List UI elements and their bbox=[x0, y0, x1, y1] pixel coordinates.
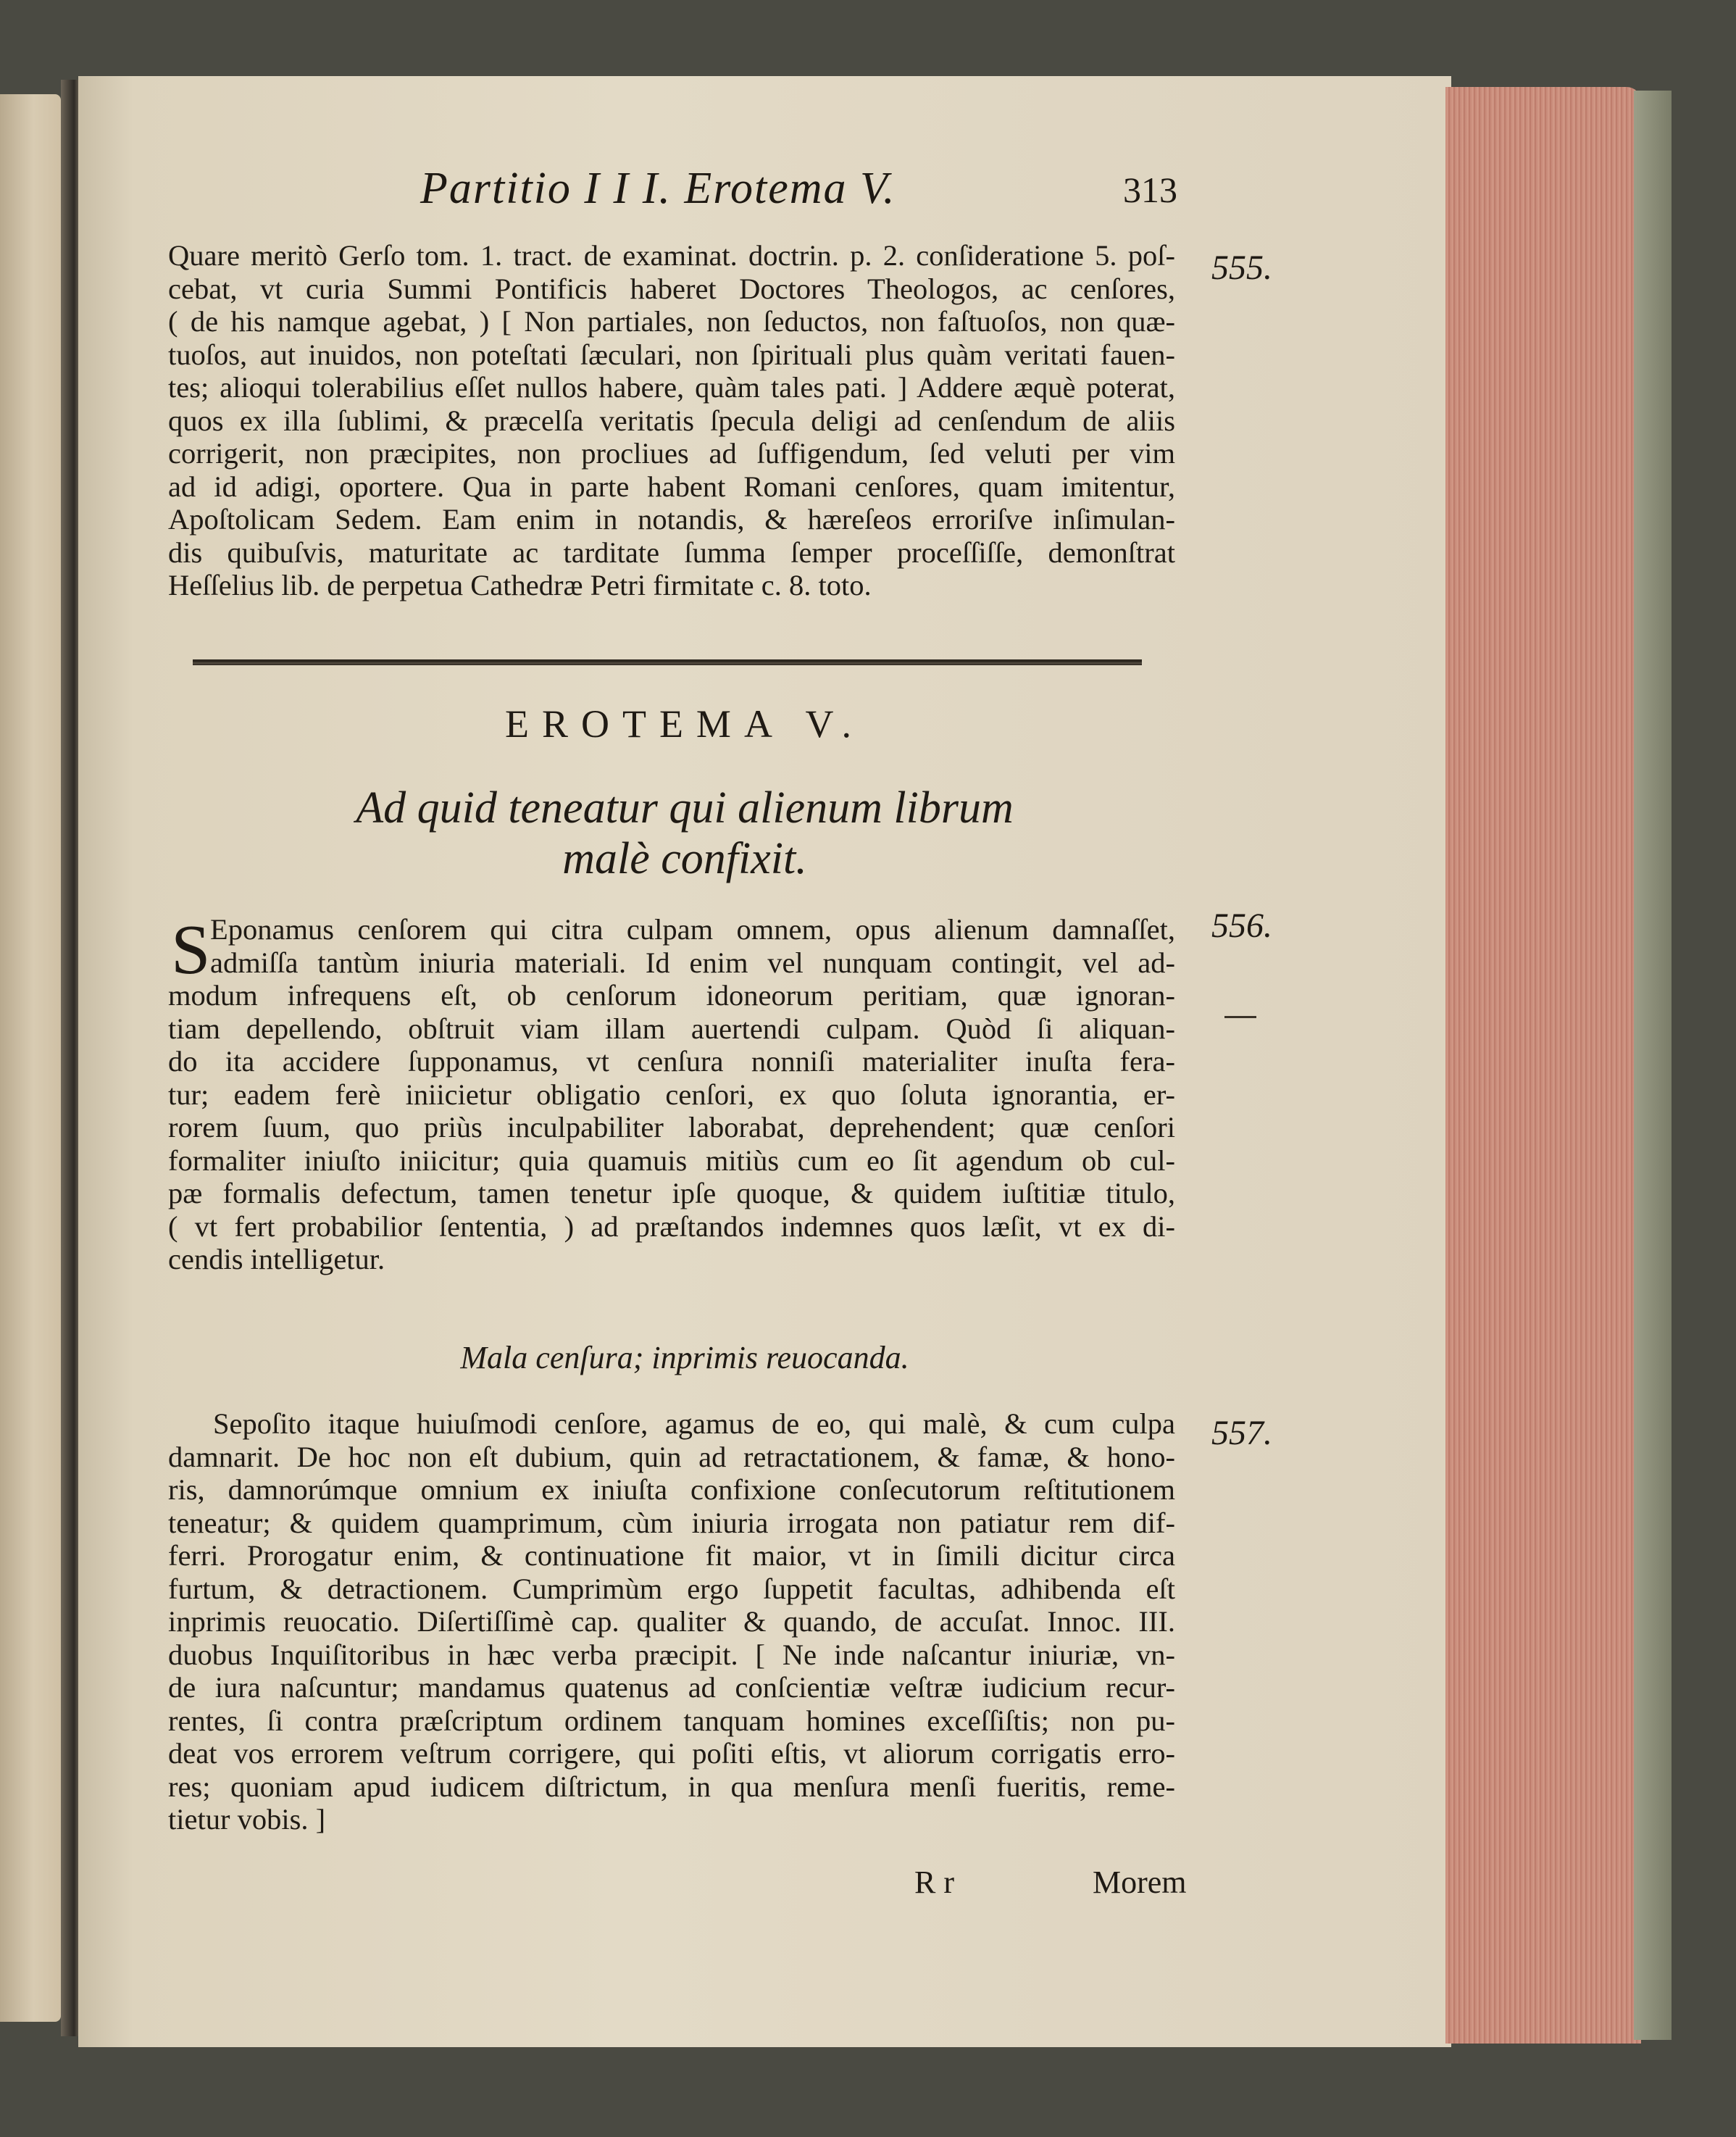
facing-page-edge bbox=[0, 94, 61, 2022]
text-line: Sepoſito itaque huiuſmodi cenſore, agamus de eo, qui malè, & cum culpa bbox=[213, 1407, 1176, 1440]
text-line: formaliter iniuſto iniicitur; quia quamuis mitiùs cum eo ſit agendum ob cul- bbox=[168, 1144, 1176, 1177]
book-gutter bbox=[61, 80, 80, 2036]
section-rule bbox=[193, 659, 1142, 665]
text-line: rentes, ſi contra præſcriptum ordinem tanquam homines exceſſiſtis; non pu- bbox=[168, 1704, 1175, 1737]
text-line: admiſſa tantùm iniuria materiali. Id enim vel nunquam contingit, vel ad- bbox=[210, 946, 1175, 979]
cover-board bbox=[1634, 91, 1672, 2040]
text-line: damnarit. De hoc non eſt dubium, quin ad retractationem, & famæ, & hono- bbox=[168, 1440, 1175, 1473]
text-line: ad id adigi, oportere. Qua in parte habent Romani cenſores, quam imitentur, bbox=[168, 470, 1175, 503]
margin-dash bbox=[1224, 1016, 1256, 1018]
text-line: tuoſos, aut inuidos, non poteſtati ſæculari, non ſpirituali plus quàm veritati fauen- bbox=[168, 338, 1176, 371]
subheading: Mala cenſura; inprimis reuocanda. bbox=[460, 1340, 909, 1375]
margin-number-556: 556. bbox=[1211, 907, 1272, 945]
text-line: pæ formalis defectum, tamen tenetur ipſe quoque, & quidem iuſtitiæ titulo, bbox=[168, 1177, 1175, 1209]
question-line-1: Ad quid teneatur qui alienum librum bbox=[356, 783, 1014, 833]
text-line: tur; eadem ferè iniicietur obligatio cenſori, ex quo ſoluta ignorantia, er- bbox=[168, 1078, 1176, 1111]
text-line: Heſſelius lib. de perpetua Cathedræ Petri firmitate c. 8. toto. bbox=[168, 569, 872, 601]
text-line: de iura naſcuntur; mandamus quatenus ad conſcientiæ veſtræ iudicium recur- bbox=[168, 1671, 1175, 1704]
text-line: cebat, vt curia Summi Pontificis haberet Doctores Theologos, ac cenſores, bbox=[168, 272, 1176, 305]
signature-mark: R r bbox=[914, 1865, 954, 1900]
catchword: Morem bbox=[1093, 1865, 1187, 1900]
text-line: do ita accidere ſupponamus, vt cenſura nonniſi materialiter inuſta fera- bbox=[168, 1045, 1175, 1078]
paragraph-555 bbox=[168, 239, 1175, 602]
text-line: Eponamus cenſorem qui citra culpam omnem, opus alienum damnaſſet, bbox=[210, 913, 1176, 946]
text-line: corrigerit, non præcipites, non procliues ad ſuffigendum, ſed veluti per vim bbox=[168, 437, 1175, 470]
text-line: inprimis reuocatio. Diſertiſſimè cap. qualiter & quando, de accuſat. Innoc. III. bbox=[168, 1605, 1176, 1638]
page-block-edge bbox=[1445, 87, 1641, 2044]
text-line: duobus Inquiſitoribus in hæc verba præcipit. [ Ne inde naſcantur iniuriæ, vn- bbox=[168, 1638, 1175, 1671]
text-line: tietur vobis. ] bbox=[168, 1803, 326, 1836]
text-line: tiam depellendo, obſtruit viam illam auertendi culpam. Quòd ſi aliquan- bbox=[168, 1012, 1175, 1045]
text-line: rorem ſuum, quo priùs inculpabiliter laborabat, deprehendent; quæ cenſori bbox=[168, 1111, 1176, 1144]
paragraph-556 bbox=[168, 913, 1175, 1276]
margin-number-557: 557. bbox=[1211, 1414, 1272, 1452]
paragraph-557 bbox=[168, 1407, 1175, 1836]
text-line: ( de his namque agebat, ) [ Non partiales, non ſeductos, non faſtuoſos, non quæ- bbox=[168, 305, 1176, 338]
text-line: ferri. Prorogatur enim, & continuatione fit maior, vt in ſimili dicitur circa bbox=[168, 1539, 1176, 1572]
text-line: cendis intelligetur. bbox=[168, 1243, 385, 1275]
text-line: deat vos errorem veſtrum corrigere, qui poſiti eſtis, vt aliorum corrigatis erro- bbox=[168, 1737, 1176, 1770]
text-line: tes; alioqui tolerabilius eſſet nullos habere, quàm tales pati. ] Addere æquè poterat, bbox=[168, 371, 1175, 404]
question-line-2: malè confixit. bbox=[562, 834, 807, 883]
page-header bbox=[420, 163, 1177, 221]
section-heading: EROTEMA V. bbox=[504, 702, 865, 746]
text-line: modum infrequens eſt, ob cenſorum idoneorum peritiam, quæ ignoran- bbox=[168, 979, 1176, 1012]
text-line: ris, damnorúmque omnium ex iniuſta confixione conſecutorum reſtitutionem bbox=[168, 1473, 1175, 1506]
margin-number-555: 555. bbox=[1211, 249, 1272, 287]
text-line: teneatur; & quidem quamprimum, cùm iniuria irrogata non patiatur rem dif- bbox=[168, 1506, 1176, 1539]
page-number: 313 bbox=[1123, 170, 1177, 210]
text-line: Quare meritò Gerſo tom. 1. tract. de examinat. doctrin. p. 2. conſideratione 5. poſ- bbox=[168, 239, 1176, 272]
text-line: dis quibuſvis, maturitate ac tarditate ſumma ſemper proceſſiſſe, demonſtrat bbox=[168, 536, 1175, 569]
text-line: res; quoniam apud iudicem diſtrictum, in qua menſura menſi fueritis, reme- bbox=[168, 1770, 1175, 1803]
drop-cap: S bbox=[171, 911, 211, 989]
text-line: Apoſtolicam Sedem. Eam enim in notandis, & hæreſeos erroriſve inſimulan- bbox=[168, 503, 1176, 536]
running-title: Partitio I I I. Erotema V. bbox=[420, 164, 896, 213]
text-line: furtum, & detractionem. Cumprimùm ergo ſuppetit facultas, adhibenda eſt bbox=[168, 1572, 1175, 1605]
text-line: quos ex illa ſublimi, & præcelſa veritatis ſpecula deligi ad cenſendum de aliis bbox=[168, 404, 1175, 437]
text-line: ( vt fert probabilior ſententia, ) ad præſtandos indemnes quos læſit, vt ex di- bbox=[168, 1209, 1176, 1243]
